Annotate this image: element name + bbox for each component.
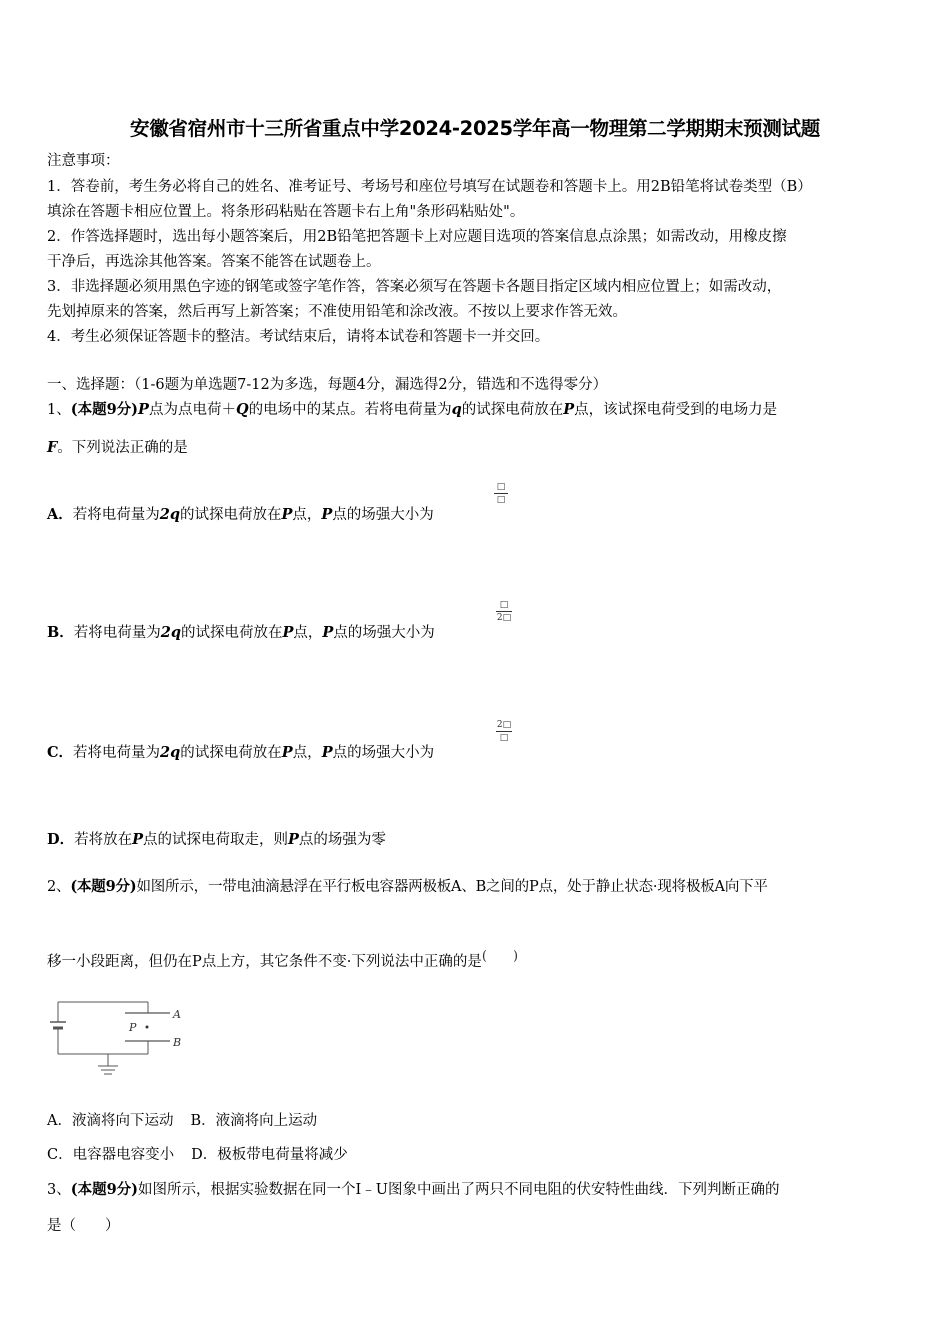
q1-var-p: P [138, 401, 149, 418]
q2-text: 移一小段距离，但仍在P点上方，其它条件不变·下列说法中正确的是 [47, 954, 482, 970]
section-heading: 一、选择题：（1-6题为单选题7-12为多选，每题4分，漏选得2分，错选和不选得零分） [47, 377, 608, 393]
fraction-denominator: 2□ [496, 613, 512, 623]
q2-options-row-2 [47, 1145, 348, 1165]
plate-b-label: B [173, 1036, 182, 1049]
option-var: P [321, 744, 333, 761]
q1-var-p: P [563, 401, 575, 418]
option-var: 2q [160, 624, 181, 641]
fraction-numerator: □ [499, 600, 509, 610]
option-text: 若将电荷量为 [73, 745, 161, 761]
answer-parentheses: ( ) [481, 949, 519, 964]
q1-option-a [47, 505, 434, 525]
q3-number: 3、 [47, 1182, 71, 1198]
option-label: D． [47, 831, 75, 848]
option-var: P [282, 624, 294, 641]
option-label: B． [47, 624, 74, 641]
q1-text: 点，该试探电荷受到的电场力是 [574, 402, 778, 418]
option-var: P [321, 506, 333, 523]
notice-line-3b: 先划掉原来的答案，然后再写上新答案；不准使用铅笔和涂改液。不按以上要求作答无效。 [47, 304, 627, 320]
fraction-numerator: □ [496, 482, 506, 492]
option-text: 若将放在 [74, 832, 133, 848]
option-var: 2q [160, 744, 181, 761]
plate-a-label: A [173, 1008, 181, 1021]
option-label: A． [47, 506, 73, 523]
question-2-line-1 [47, 877, 768, 897]
option-text: 点的场强大小为 [332, 745, 435, 761]
q3-text: 如图所示，根据实验数据在同一个I﹣U图象中画出了两只不同电阻的伏安特性曲线．下列判断正确的 [138, 1182, 780, 1198]
q2-text: 如图所示，一带电油滴悬浮在平行板电容器两极板A、B之间的P点，处于静止状态·现将极板A向下平 [136, 879, 768, 895]
fraction-bar [496, 731, 512, 732]
option-label: C． [47, 744, 74, 761]
option-text: 点， [292, 507, 322, 523]
fraction-f-over-2q [496, 600, 512, 623]
page-title: 安徽省宿州市十三所省重点中学2024-2025学年高一物理第二学期期末预测试题 [130, 117, 820, 140]
q3-tag: (本题9分) [70, 1181, 139, 1198]
q1-number: 1、 [47, 402, 71, 418]
q1-option-d [47, 830, 386, 850]
notice-line-2b: 干净后，再选涂其他答案。答案不能答在试题卷上。 [47, 254, 381, 270]
q1-text: 的电场中的某点。若将电荷量为 [248, 402, 452, 418]
option-text: 点， [293, 625, 323, 641]
option-var: P [281, 506, 293, 523]
q1-text: 。下列说法正确的是 [57, 440, 188, 456]
q1-option-b [47, 623, 435, 643]
q2-option-a: A．液滴将向下运动 [47, 1113, 174, 1129]
q1-var-q: Q [235, 401, 249, 418]
option-text: 的试探电荷放在 [181, 625, 283, 641]
q1-var-f: F [47, 439, 58, 456]
fraction-denominator: □ [499, 733, 509, 743]
q2-tag: (本题9分) [70, 878, 137, 895]
option-var: P [281, 744, 293, 761]
q1-option-c [47, 743, 434, 763]
question-1-line-1 [47, 400, 777, 420]
notice-line-4: 4．考生必须保证答题卡的整洁。考试结束后，请将本试卷和答题卡一并交回。 [47, 329, 550, 345]
q1-text: 点为点电荷＋ [148, 402, 236, 418]
notice-line-2a: 2．作答选择题时，选出每小题答案后，用2B铅笔把答题卡上对应题目选项的答案信息点涂黑；如需改动，用橡皮擦 [47, 229, 787, 245]
option-text: 的试探电荷放在 [180, 507, 282, 523]
fraction-numerator: 2□ [496, 720, 512, 730]
q2-option-c: C．电容器电容变小 [47, 1147, 175, 1163]
point-p-label: P [129, 1021, 137, 1034]
option-text: 点的场强大小为 [332, 507, 434, 523]
question-3-line-2: 是（ ） [47, 1218, 120, 1234]
option-var: 2q [159, 506, 180, 523]
question-3-line-1 [47, 1180, 780, 1200]
q2-option-b: B．液滴将向上运动 [190, 1113, 318, 1129]
q2-options-row-1 [47, 1111, 317, 1131]
option-var: P [132, 831, 143, 848]
q1-var-q-small: q [451, 401, 462, 418]
notice-line-1b: 填涂在答题卡相应位置上。将条形码粘贴在答题卡右上角"条形码粘贴处"。 [47, 204, 525, 220]
option-text: 点的试探电荷取走，则 [142, 832, 288, 848]
question-1-line-2 [47, 438, 188, 458]
fraction-f-over-q [494, 482, 508, 505]
q1-tag: (本题9分) [70, 401, 139, 418]
notice-heading: 注意事项： [47, 153, 120, 169]
option-text: 若将电荷量为 [73, 625, 161, 641]
q2-option-d: D．极板带电荷量将减少 [191, 1147, 348, 1163]
fraction-bar [496, 611, 512, 612]
question-2-line-2 [47, 949, 519, 973]
fraction-denominator: □ [496, 495, 506, 505]
fraction-bar [494, 493, 508, 494]
option-text: 点的场强大小为 [333, 625, 435, 641]
capacitor-circuit-diagram [40, 994, 190, 1084]
q2-number: 2、 [47, 879, 71, 895]
notice-line-3a: 3．非选择题必须用黑色字迹的钢笔或签字笔作答，答案必须写在答题卡各题目指定区域内相应位置上；如需改动， [47, 279, 782, 295]
option-text: 点， [292, 745, 322, 761]
fraction-2f-over-q [496, 720, 512, 743]
option-var: P [322, 624, 334, 641]
option-text: 的试探电荷放在 [180, 745, 282, 761]
option-var: P [287, 831, 299, 848]
option-text: 点的场强为零 [298, 832, 386, 848]
option-text: 若将电荷量为 [72, 507, 160, 523]
q1-text: 的试探电荷放在 [461, 402, 564, 418]
oil-drop-point [146, 1026, 149, 1029]
notice-line-1a: 1．答卷前，考生务必将自己的姓名、准考证号、考场号和座位号填写在试题卷和答题卡上。用2B铅笔将试卷类型（B） [47, 179, 812, 195]
